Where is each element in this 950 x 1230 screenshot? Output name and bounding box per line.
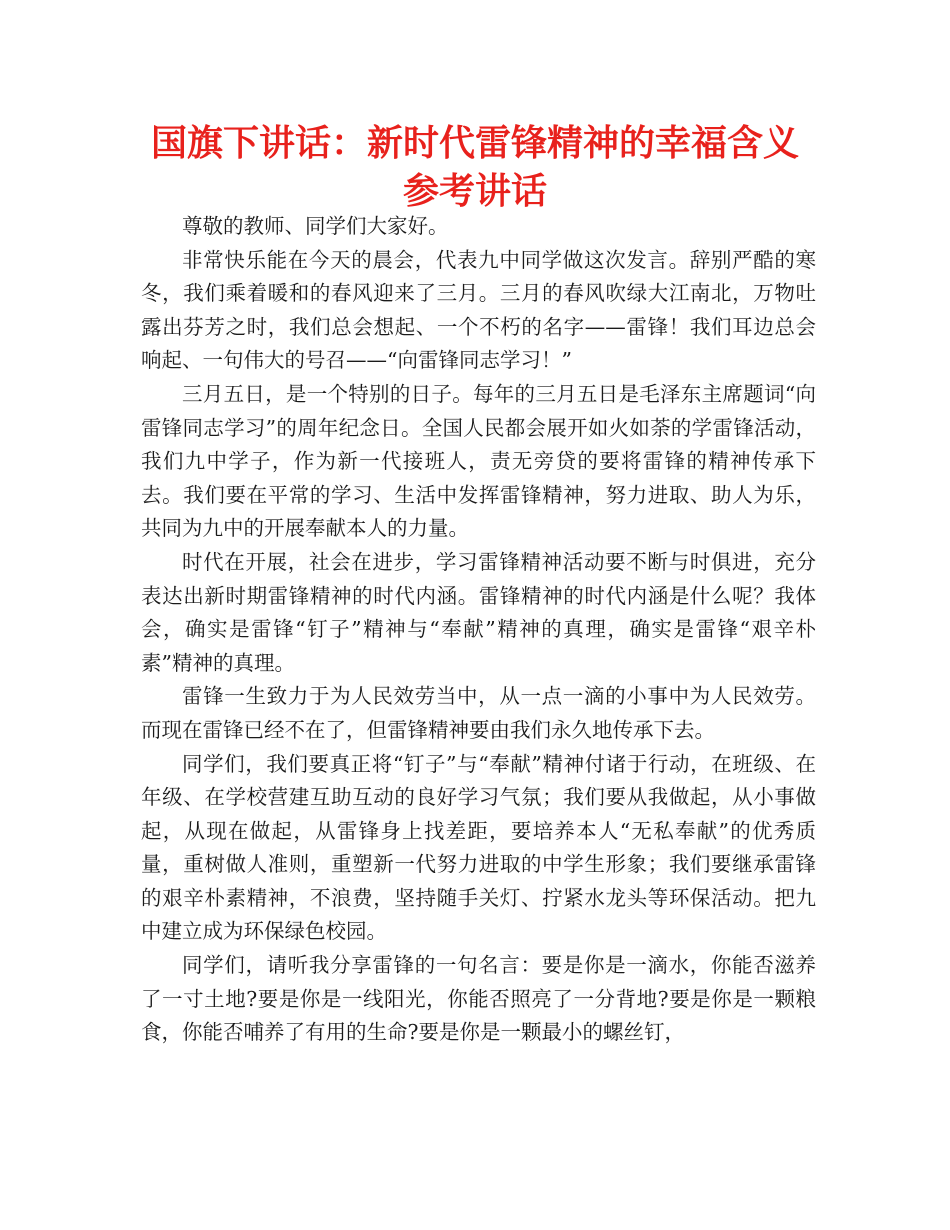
paragraph-lei-feng-life: 雷锋一生致力于为人民效劳当中，从一点一滴的小事中为人民效劳。而现在雷锋已经不在了，但雷锋精神要由我们永久地传承下去。: [141, 684, 816, 742]
paragraph-intro: 非常快乐能在今天的晨会，代表九中同学做这次发言。辞别严酷的寒冬，我们乘着暖和的春风迎来了三月。三月的春风吹绿大江南北，万物吐露出芬芳之时，我们总会想起、一个不朽的名字——雷锋！我们耳边总会响起、一句伟大的号召——“向雷锋同志学习！”: [141, 247, 816, 373]
paragraph-era-meaning: 时代在开展，社会在进步，学习雷锋精神活动要不断与时俱进，充分表达出新时期雷锋精神的时代内涵。雷锋精神的时代内涵是什么呢？我体会，确实是雷锋“钉子”精神与“奉献”精神的真理，确实是雷锋“艰辛朴素”精神的真理。: [141, 549, 816, 675]
document-title: [60, 120, 890, 216]
paragraph-call-to-action: 同学们，我们要真正将“钉子”与“奉献”精神付诸于行动，在班级、在年级、在学校营建互助互动的良好学习气氛；我们要从我做起，从小事做起，从现在做起，从雷锋身上找差距，要培养本人“无私奉献”的优秀质量，重树做人准则，重塑新一代努力进取的中学生形象；我们要继承雷锋的艰辛朴素精神，不浪费，坚持随手关灯、拧紧水龙头等环保活动。把九中建立成为环保绿色校园。: [141, 751, 816, 944]
title-line-1: 国旗下讲话：新时代雷锋精神的幸福含义: [150, 123, 799, 164]
document-body: [141, 210, 816, 1050]
paragraph-quote: 同学们，请听我分享雷锋的一句名言：要是你是一滴水，你能否滋养了一寸土地?要是你是一线阳光，你能否照亮了一分背地?要是你是一颗粮食，你能否哺养了有用的生命?要是你是一颗最小的螺丝钉，: [141, 953, 816, 1045]
paragraph-greeting: 尊敬的教师、同学们大家好。: [182, 214, 449, 238]
title-line-2: 参考讲话: [402, 171, 547, 212]
paragraph-march-fifth: 三月五日，是一个特别的日子。每年的三月五日是毛泽东主席题词“向雷锋同志学习”的周年纪念日。全国人民都会展开如火如荼的学雷锋活动，我们九中学子，作为新一代接班人，责无旁贷的要将雷锋的精神传承下去。我们要在平常的学习、生活中发挥雷锋精神，努力进取、助人为乐，共同为九中的开展奉献本人的力量。: [141, 381, 816, 541]
